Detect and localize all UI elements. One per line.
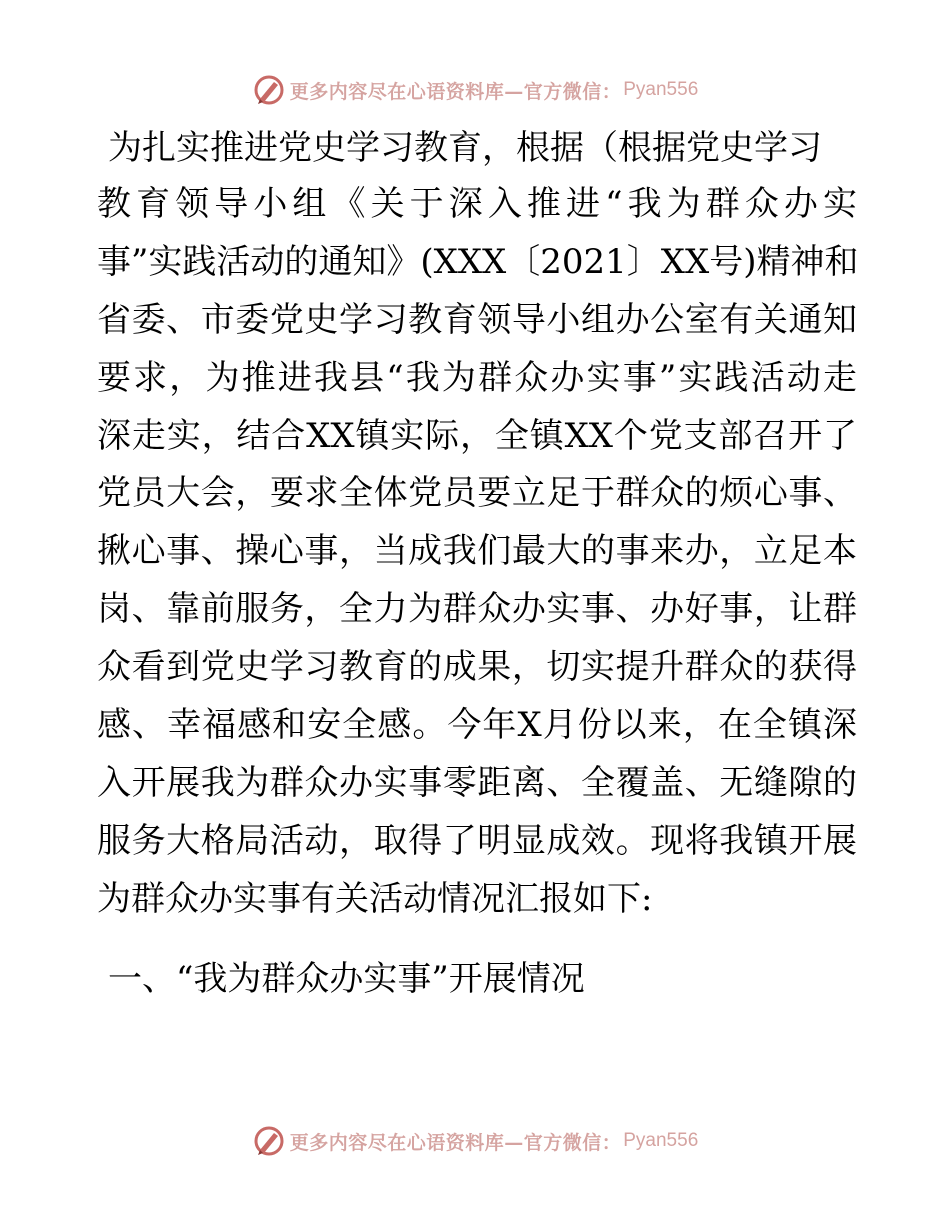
pen-logo-icon [252, 1124, 286, 1158]
watermark-text: 更多内容尽在心语资料库—官方微信： [289, 1131, 622, 1154]
section-heading: 一、“我为群众办实事”开展情况 [108, 959, 585, 999]
watermark-header [0, 70, 950, 110]
paragraph-line: 揪心事、操心事，当成我们最大的事来办，立足本 [97, 531, 857, 571]
paragraph-line: 服务大格局活动，取得了明显成效。现将我镇开展 [97, 821, 857, 861]
paragraph-line: 为群众办实事有关活动情况汇报如下: [97, 879, 653, 919]
pen-logo-icon [252, 73, 286, 107]
paragraph-line: 深走实，结合XX镇实际，全镇XX个党支部召开了 [97, 416, 857, 456]
watermark-text: 更多内容尽在心语资料库—官方微信： [289, 80, 622, 103]
watermark-account: Pyan556 [623, 1130, 699, 1151]
paragraph-line: 为扎实推进党史学习教育，根据（根据党史学习 [108, 128, 822, 168]
paragraph-line: 入开展我为群众办实事零距离、全覆盖、无缝隙的 [97, 763, 857, 803]
paragraph-line: 岗、靠前服务，全力为群众办实事、办好事，让群 [97, 589, 857, 629]
paragraph-line: 感、幸福感和安全感。今年X月份以来，在全镇深 [97, 705, 857, 745]
watermark-footer [0, 1121, 950, 1161]
paragraph-line: 党员大会，要求全体党员要立足于群众的烦心事、 [97, 473, 857, 513]
paragraph-line: 要求，为推进我县“我为群众办实事”实践活动走 [97, 358, 857, 398]
paragraph-line: 省委、市委党史学习教育领导小组办公室有关通知 [97, 300, 857, 340]
paragraph-line: 众看到党史学习教育的成果，切实提升群众的获得 [97, 647, 857, 687]
paragraph-line: 教育领导小组《关于深入推进“我为群众办实 [97, 184, 857, 224]
watermark-account: Pyan556 [623, 79, 699, 100]
paragraph-line: 事”实践活动的通知》(XXX〔2021〕XX号)精神和 [97, 242, 859, 282]
